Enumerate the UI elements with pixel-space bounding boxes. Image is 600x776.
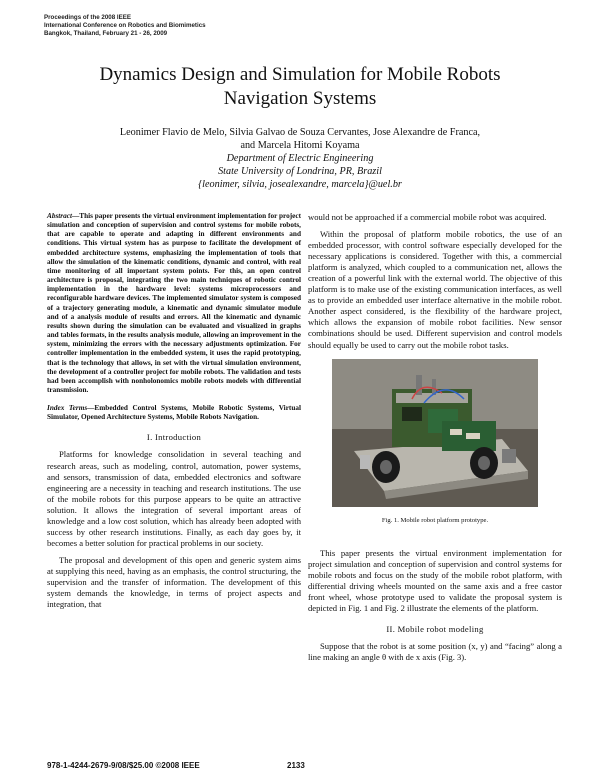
- footer-isbn: 978-1-4244-2679-9/08/$25.00 ©2008 IEEE: [47, 761, 200, 770]
- proceedings-line-1: Proceedings of the 2008 IEEE: [44, 14, 131, 21]
- abstract: [47, 212, 301, 395]
- right-paragraph-1: would not be approached if a commercial mobile robot was acquired.: [308, 212, 547, 222]
- abstract-label: Abstract: [47, 212, 72, 220]
- intro-paragraph-1: Platforms for knowledge consolidation in several teaching and research areas, such as modeling, control, automation, power systems, and sensors, transmission of data, embedded electronics and software engineering are a necessity in teaching and research institutions. The use of the mobile robots for this purpose appears to be quite an attractive solution. It allows the integration of several important areas of knowledge and a low cost solution, which has already been adopted with success by other research institutions. Finally, as each day goes by, it becomes a better solution for practical problems in our society.: [47, 449, 301, 548]
- author-emails: {leonimer, silvia, josealexandre, marcela}@uel.br: [198, 179, 402, 190]
- author-names-line-1: Leonimer Flavio de Melo, Silvia Galvao de Souza Cervantes, Jose Alexandre de Franca,: [119, 127, 481, 138]
- right-paragraph-3: This paper presents the virtual environment implementation for project simulation and conception of supervision and control systems for mobile robots and focus on the study of the mobile robot platform, with differential driving wheels mounted on the same axis and a free castor front wheel, whose prototype used to validate the proposal system is depicted in Fig. 1 and Fig. 2 illustrate the elements of the platform.: [308, 547, 562, 613]
- section-heading-modeling: II. Mobile robot modeling: [386, 623, 484, 634]
- left-column: [47, 212, 301, 610]
- proceedings-header: [44, 14, 206, 38]
- paper-title: [40, 63, 560, 111]
- right-paragraph-2: Within the proposal of platform mobile robotics, the use of an embedded processor, with control software especially developed for the necessary applications is considered. Together with this, a commercial platform is analyzed, which coupled to a communication net, allows the creation of a powerful link with the external world. The objective of this platform is to make use of the existing communication interfaces, as well as to provide an embedded user interface alternative in the mobile robot. Another aspect considered, is the flexibility of the hardware project, which allows the expansion of mobile robot facilities. New sensor combinations should be used. Different supervision and control models should equally be used to carry out the mobile robot tasks.: [308, 229, 562, 350]
- abstract-text: —This paper presents the virtual environment implementation for project simulation and conception of supervision and control systems for mobile robots, that are capable to operate and adapting in different environments and conditions. This virtual system has as purpose to facilitate the development of embedded architecture systems, emphasizing the implementation of tools that allow the simulation of the kinematic conditions, dynamic and control, with real time monitoring of all important system points. For this, an open control architecture is proposal, integrating the two main techniques of robotic control implementation in the hardware level: systems microprocessors and reconfigurable hardware devices. The implemented simulator system is composed of a trajectory generating module, a kinematic and dynamic simulator module and of a analysis module of results and errors. All the kinematic and dynamic results shown during the simulation can be evaluated and visualized in graphs and tables formats, in the results analysis module, allowing an improvement in the system, minimizing the errors with the necessary adjustments optimization. For controller implementation in the embedded system, it uses the rapid prototyping, that is the technology that allows, in set with the virtual simulation environment, the development of a controller project for mobile robots. The validation and tests had been accomplish with nonholonomics mobile robots models with differential transmission.: [47, 212, 301, 394]
- author-names-line-2: and Marcela Hitomi Koyama: [240, 140, 360, 151]
- author-block: [40, 126, 560, 191]
- index-terms-label: Index Terms: [47, 404, 88, 413]
- author-department: Department of Electric Engineering: [226, 153, 374, 164]
- section-heading-introduction: I. Introduction: [146, 432, 202, 443]
- index-terms-text: —Embedded Control Systems, Mobile Robotic Systems, Virtual Simulator, Opened Architecture Systems, Mobile Robots Navigation.: [47, 404, 301, 422]
- intro-paragraph-2: The proposal and development of this open and generic system aims at supplying this need, having as an emphasis, the control structuring, the supervision and the transfer of information. The development of this system demands the knowledge, in terms of project aspects and integration, that: [47, 554, 301, 610]
- robot-photo: [332, 359, 538, 507]
- title-line-2: Navigation Systems: [223, 88, 377, 109]
- proceedings-line-3: Bangkok, Thailand, February 21 - 26, 2009: [44, 30, 168, 37]
- proceedings-line-2: International Conference on Robotics and Biomimetics: [44, 22, 206, 29]
- author-university: State University of Londrina, PR, Brazil: [218, 166, 382, 177]
- index-terms: [47, 404, 301, 422]
- right-column: [308, 212, 562, 663]
- footer-page-number: 2133: [287, 761, 305, 770]
- robot-photo-illustration: [332, 359, 538, 507]
- modeling-paragraph-1: Suppose that the robot is at some position (x, y) and “facing” along a line making an angle θ with de x axis (Fig. 3).: [308, 640, 562, 662]
- title-line-1: Dynamics Design and Simulation for Mobile Robots: [99, 64, 501, 85]
- figure-caption: Fig. 1. Mobile robot platform prototype.: [381, 516, 489, 524]
